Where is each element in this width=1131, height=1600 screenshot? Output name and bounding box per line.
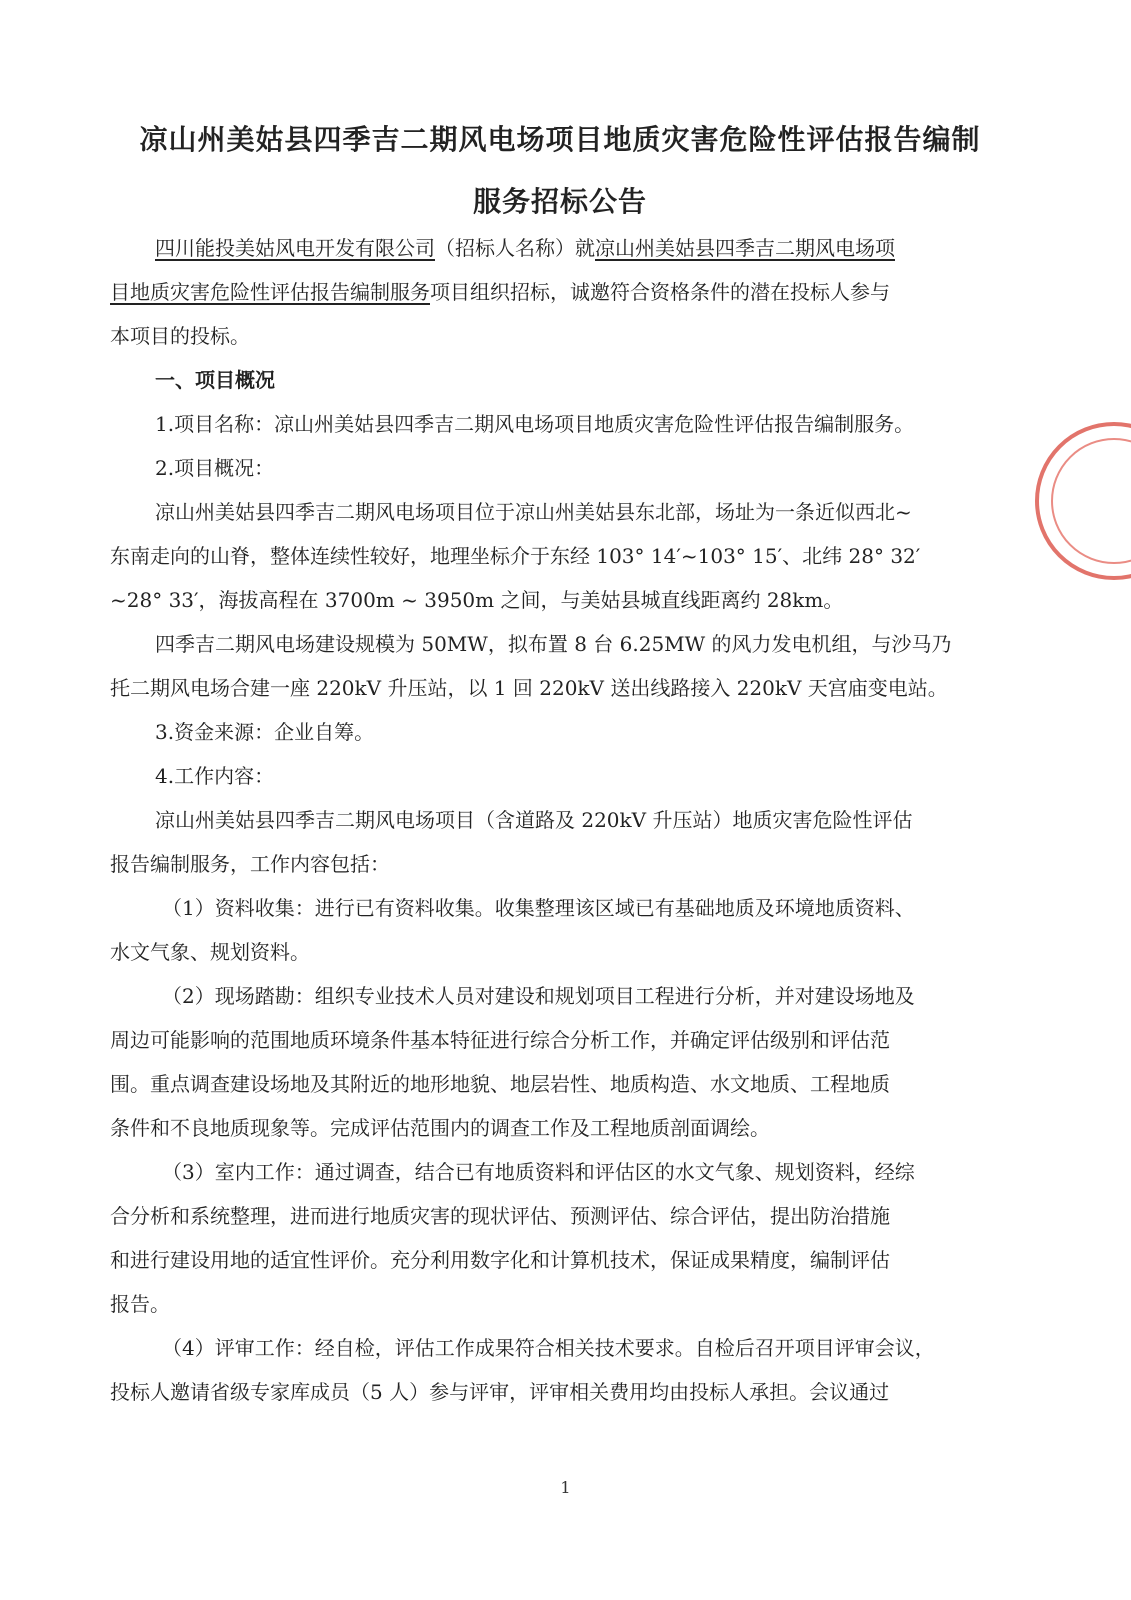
page-number: 1 (560, 1478, 571, 1497)
item-project-name: 1.项目名称：凉山州美姑县四季吉二期风电场项目地质灾害危险性评估报告编制服务。 (155, 412, 915, 436)
title-line-1: 凉山州美姑县四季吉二期风电场项目地质灾害危险性评估报告编制 (139, 123, 981, 156)
section-heading: 一、项目概况 (155, 368, 275, 392)
overview-p1-line2: 东南走向的山脊，整体连续性较好，地理坐标介于东经 103° 14′~103° 15′、北纬 28° 32′ (110, 544, 921, 568)
work2-line3: 围。重点调查建设场地及其附近的地形地貌、地层岩性、地质构造、水文地质、工程地质 (110, 1072, 890, 1096)
work3-line2: 合分析和系统整理，进而进行地质灾害的现状评估、预测评估、综合评估，提出防治措施 (110, 1204, 890, 1228)
work2-line1: （2）现场踏勘：组织专业技术人员对建设和规划项目工程进行分析，并对建设场地及 (162, 984, 915, 1008)
project-name-part2: 目地质灾害危险性评估报告编制服务 (110, 280, 430, 304)
work2-line2: 周边可能影响的范围地质环境条件基本特征进行综合分析工作，并确定评估级别和评估范 (110, 1028, 890, 1052)
work3-line3: 和进行建设用地的适宜性评价。充分利用数字化和计算机技术，保证成果精度，编制评估 (110, 1248, 890, 1272)
role-note: （招标人名称）就 (435, 236, 595, 260)
seal-stamp-inner-ring (1051, 438, 1131, 564)
work2-line4: 条件和不良地质现象等。完成评估范围内的调查工作及工程地质剖面调绘。 (110, 1116, 770, 1140)
work3-line4: 报告。 (110, 1292, 170, 1316)
intro-line-3: 本项目的投标。 (110, 324, 250, 348)
work3-line1: （3）室内工作：通过调查，结合已有地质资料和评估区的水文气象、规划资料，经综 (162, 1160, 915, 1184)
seal-stamp-icon (1035, 422, 1131, 580)
overview-p2-line2: 托二期风电场合建一座 220kV 升压站，以 1 回 220kV 送出线路接入 220kV 天宫庙变电站。 (110, 676, 948, 700)
item-funding: 3.资金来源：企业自筹。 (155, 720, 375, 744)
intro-text-after: 项目组织招标，诚邀符合资格条件的潜在投标人参与 (430, 280, 890, 304)
overview-p2-line1: 四季吉二期风电场建设规模为 50MW，拟布置 8 台 6.25MW 的风力发电机组，与沙马乃 (155, 632, 952, 656)
item-work-content: 4.工作内容： (155, 764, 275, 788)
work1-line2: 水文气象、规划资料。 (110, 940, 310, 964)
work-p-line2: 报告编制服务，工作内容包括： (110, 852, 390, 876)
work1-line1: （1）资料收集：进行已有资料收集。收集整理该区域已有基础地质及环境地质资料、 (162, 896, 915, 920)
project-name-part1: 凉山州美姑县四季吉二期风电场项 (595, 236, 895, 260)
item-project-overview: 2.项目概况： (155, 456, 275, 480)
overview-p1-line3: ~28° 33′，海拔高程在 3700m ~ 3950m 之间，与美姑县城直线距离约 28km。 (110, 588, 844, 612)
intro-line-1 (155, 234, 895, 262)
work-p-line1: 凉山州美姑县四季吉二期风电场项目（含道路及 220kV 升压站）地质灾害危险性评估 (155, 808, 913, 832)
work4-line1: （4）评审工作：经自检，评估工作成果符合相关技术要求。自检后召开项目评审会议， (162, 1336, 935, 1360)
company-name: 四川能投美姑风电开发有限公司 (155, 236, 435, 260)
intro-line-2 (110, 278, 890, 306)
overview-p1-line1: 凉山州美姑县四季吉二期风电场项目位于凉山州美姑县东北部，场址为一条近似西北~ (155, 500, 912, 524)
title-line-2: 服务招标公告 (472, 185, 647, 218)
work4-line2: 投标人邀请省级专家库成员（5 人）参与评审，评审相关费用均由投标人承担。会议通过 (110, 1380, 890, 1404)
